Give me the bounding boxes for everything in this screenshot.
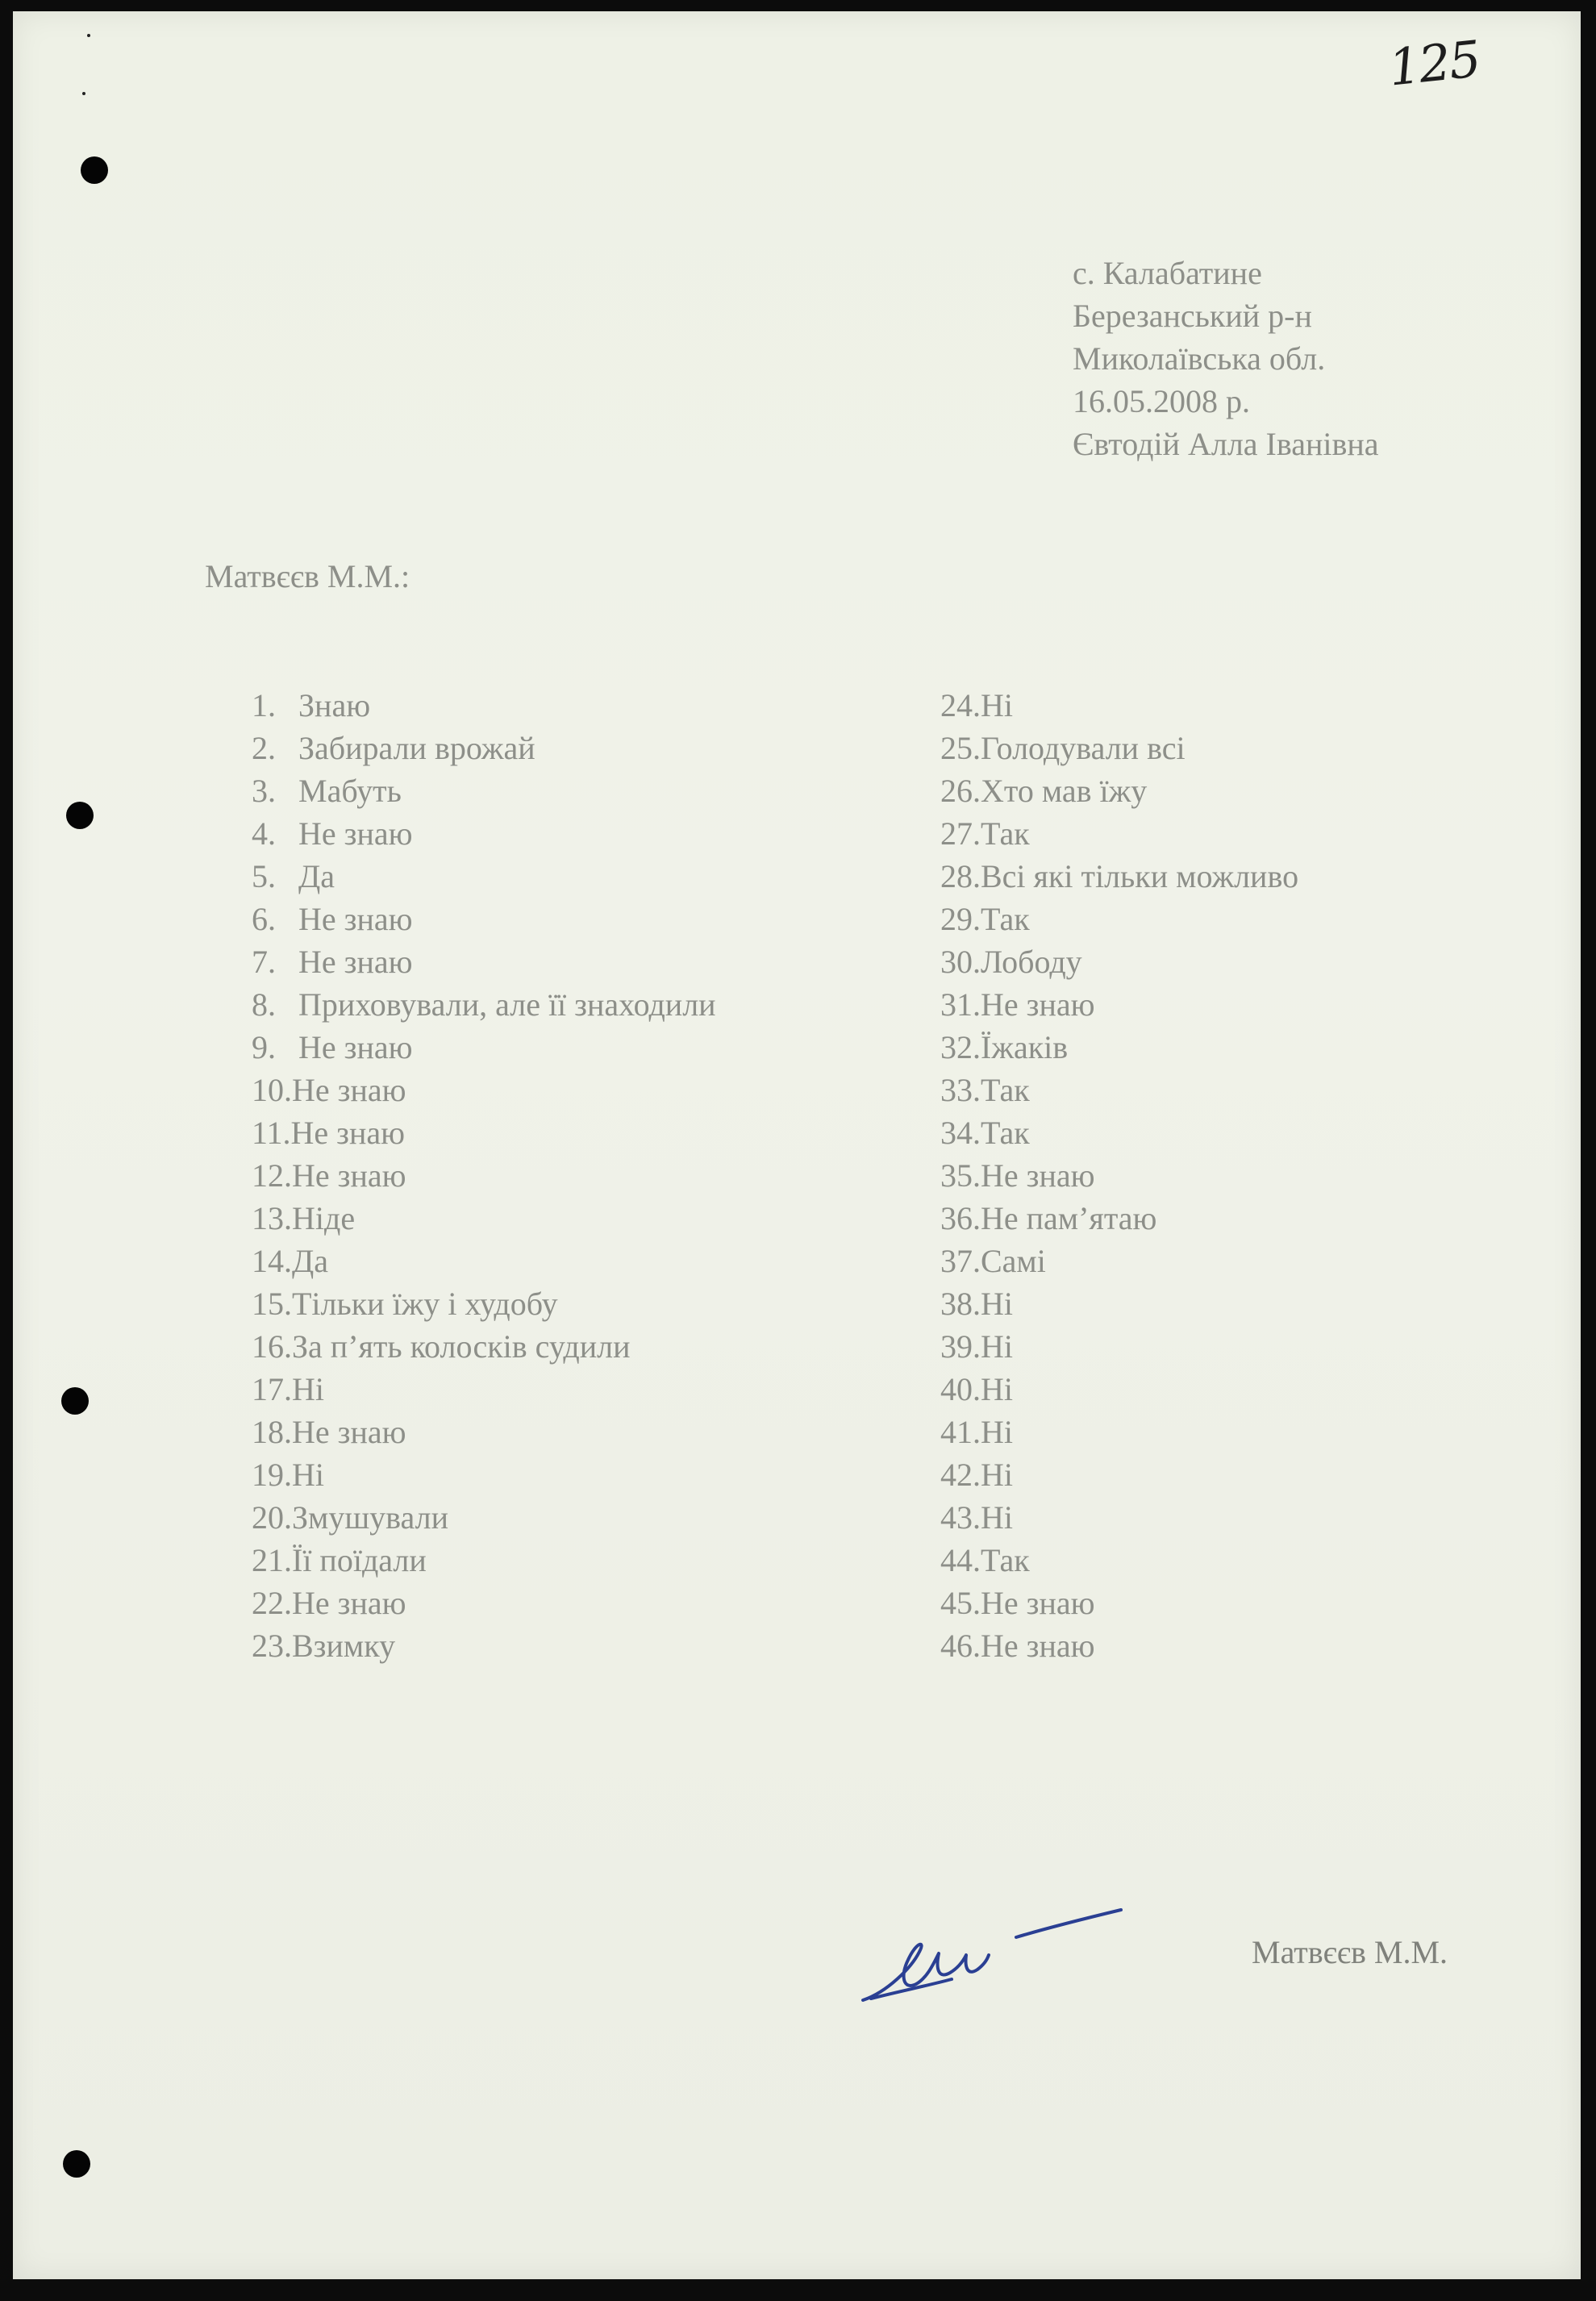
answer-text: Знаю (298, 687, 371, 723)
answer-text: Приховували, але її знаходили (298, 986, 716, 1023)
answer-text: Лободу (981, 944, 1082, 980)
answer-item (940, 1539, 1553, 1582)
answer-number: 3. (252, 773, 276, 809)
answer-number: 26. (940, 773, 981, 809)
answer-item (252, 1496, 881, 1539)
answer-text: Тільки їжу і худобу (292, 1286, 558, 1322)
answer-item (252, 855, 881, 898)
answer-item (940, 855, 1553, 898)
answer-text: Так (981, 1072, 1030, 1108)
answer-item (940, 1282, 1553, 1325)
answer-item (940, 940, 1553, 983)
answer-text: Всі які тільки можливо (981, 858, 1299, 894)
answer-number: 37. (940, 1243, 981, 1279)
answer-item (940, 898, 1553, 940)
answer-number: 24. (940, 687, 981, 723)
answer-number: 23. (252, 1628, 292, 1664)
answer-item (940, 812, 1553, 855)
answer-item (940, 1197, 1553, 1240)
answer-item (252, 684, 881, 727)
answer-item (252, 1069, 881, 1111)
answer-number: 30. (940, 944, 981, 980)
answer-item (940, 983, 1553, 1026)
answer-number: 2. (252, 730, 276, 766)
answer-item (252, 1111, 881, 1154)
answer-number: 25. (940, 730, 981, 766)
answer-number: 21. (252, 1542, 292, 1578)
answer-number: 27. (940, 815, 981, 852)
answer-text: Не знаю (298, 944, 413, 980)
answer-text: Хто мав їжу (981, 773, 1148, 809)
answer-text: Не знаю (298, 901, 413, 937)
answer-number: 28. (940, 858, 981, 894)
answer-number: 29. (940, 901, 981, 937)
answer-item (252, 812, 881, 855)
answer-text: Голодували всі (981, 730, 1186, 766)
answer-item (252, 1368, 881, 1411)
answer-text: Взимку (292, 1628, 396, 1664)
answer-number: 42. (940, 1457, 981, 1493)
answer-item (252, 1197, 881, 1240)
answer-item (252, 727, 881, 769)
answer-text: Не знаю (292, 1072, 406, 1108)
page-number: 125 (1386, 29, 1482, 98)
answer-text: Ні (981, 1286, 1013, 1322)
answer-item (940, 684, 1553, 727)
answer-item (252, 769, 881, 812)
answer-number: 11. (252, 1115, 291, 1151)
answer-text: Не знаю (290, 1115, 405, 1151)
respondent-label: Матвєєв М.М.: (205, 558, 410, 594)
answer-text: Ні (981, 1371, 1013, 1407)
scan-speck (87, 34, 90, 37)
answer-item (252, 1240, 881, 1282)
answer-text: Ні (981, 1499, 1013, 1536)
answer-item (940, 1154, 1553, 1197)
answer-item (252, 1154, 881, 1197)
answer-text: Їжаків (981, 1029, 1069, 1065)
answer-item (940, 727, 1553, 769)
answer-number: 6. (252, 901, 276, 937)
answer-number: 35. (940, 1157, 981, 1194)
answer-text: Не знаю (292, 1585, 406, 1621)
answer-number: 8. (252, 986, 276, 1023)
answer-text: Ні (292, 1371, 324, 1407)
answer-number: 45. (940, 1585, 981, 1621)
answer-text: Забирали врожай (298, 730, 535, 766)
answer-item (940, 1368, 1553, 1411)
answers-right-column (940, 684, 1553, 1667)
answer-item (940, 1111, 1553, 1154)
answer-item (252, 1026, 881, 1069)
answer-text: За п’ять колосків судили (292, 1328, 631, 1365)
answer-item (252, 1453, 881, 1496)
answer-number: 12. (252, 1157, 292, 1194)
answer-number: 38. (940, 1286, 981, 1322)
answer-number: 46. (940, 1628, 981, 1664)
answer-item (940, 1582, 1553, 1624)
answer-text: Самі (981, 1243, 1046, 1279)
answer-text: Не знаю (292, 1414, 406, 1450)
answer-item (940, 1240, 1553, 1282)
address-name: Євтодій Алла Іванівна (1073, 426, 1379, 462)
answer-item (252, 1325, 881, 1368)
answer-item (940, 1624, 1553, 1667)
signer-name: Матвєєв М.М. (1252, 1934, 1448, 1970)
answer-number: 44. (940, 1542, 981, 1578)
address-region: Миколаївська обл. (1073, 340, 1326, 377)
answer-item (940, 1496, 1553, 1539)
answer-text: Не знаю (981, 1628, 1095, 1664)
answer-text: Не знаю (298, 1029, 413, 1065)
answer-text: Не знаю (981, 1157, 1095, 1194)
answer-number: 36. (940, 1200, 981, 1236)
address-date: 16.05.2008 р. (1073, 383, 1250, 419)
answer-item (252, 1624, 881, 1667)
punch-hole (81, 156, 108, 184)
answer-text: Ні (981, 1457, 1013, 1493)
answer-number: 5. (252, 858, 276, 894)
answer-item (252, 1582, 881, 1624)
answer-number: 22. (252, 1585, 292, 1621)
answer-number: 17. (252, 1371, 292, 1407)
answer-item (940, 1069, 1553, 1111)
answer-number: 15. (252, 1286, 292, 1322)
answer-number: 33. (940, 1072, 981, 1108)
answer-item (252, 1539, 881, 1582)
answer-text: Змушували (292, 1499, 448, 1536)
answer-item (252, 1411, 881, 1453)
answer-item (940, 1453, 1553, 1496)
answer-text: Ні (981, 1328, 1013, 1365)
answer-number: 43. (940, 1499, 981, 1536)
answer-number: 31. (940, 986, 981, 1023)
answer-number: 18. (252, 1414, 292, 1450)
address-district: Березанський р-н (1073, 298, 1312, 334)
answer-number: 10. (252, 1072, 292, 1108)
answer-number: 1. (252, 687, 276, 723)
answer-item (252, 1282, 881, 1325)
answer-item (940, 1411, 1553, 1453)
answer-text: Ніде (292, 1200, 356, 1236)
address-block (1073, 252, 1524, 465)
answer-text: Так (981, 1542, 1030, 1578)
address-village: с. Калабатине (1073, 255, 1262, 291)
answer-number: 32. (940, 1029, 981, 1065)
answer-text: Мабуть (298, 773, 402, 809)
answer-number: 41. (940, 1414, 981, 1450)
answer-number: 14. (252, 1243, 292, 1279)
scan-speck (82, 92, 85, 95)
answer-item (252, 983, 881, 1026)
answer-item (940, 1026, 1553, 1069)
answer-number: 4. (252, 815, 276, 852)
answer-text: Так (981, 1115, 1030, 1151)
answer-number: 20. (252, 1499, 292, 1536)
answer-item (252, 898, 881, 940)
answer-text: Ні (981, 687, 1013, 723)
punch-hole (61, 1387, 89, 1415)
answer-number: 9. (252, 1029, 276, 1065)
answer-text: Да (292, 1243, 329, 1279)
punch-hole (66, 802, 94, 829)
answer-text: Так (981, 815, 1030, 852)
answer-item (940, 769, 1553, 812)
answer-text: Не знаю (292, 1157, 406, 1194)
answer-text: Так (981, 901, 1030, 937)
answer-text: Її поїдали (292, 1542, 427, 1578)
answer-number: 34. (940, 1115, 981, 1151)
punch-hole (63, 2150, 90, 2178)
answer-item (940, 1325, 1553, 1368)
answer-number: 7. (252, 944, 276, 980)
handwritten-signature (855, 1895, 1129, 2016)
answer-text: Да (298, 858, 335, 894)
answer-text: Не знаю (298, 815, 413, 852)
answer-number: 19. (252, 1457, 292, 1493)
answer-text: Не знаю (981, 986, 1095, 1023)
answer-text: Ні (981, 1414, 1013, 1450)
answer-item (252, 940, 881, 983)
answer-number: 16. (252, 1328, 292, 1365)
answer-text: Не пам’ятаю (981, 1200, 1157, 1236)
answer-text: Ні (292, 1457, 324, 1493)
answer-number: 13. (252, 1200, 292, 1236)
answer-text: Не знаю (981, 1585, 1095, 1621)
answers-left-column (252, 684, 881, 1667)
answer-number: 39. (940, 1328, 981, 1365)
answer-number: 40. (940, 1371, 981, 1407)
